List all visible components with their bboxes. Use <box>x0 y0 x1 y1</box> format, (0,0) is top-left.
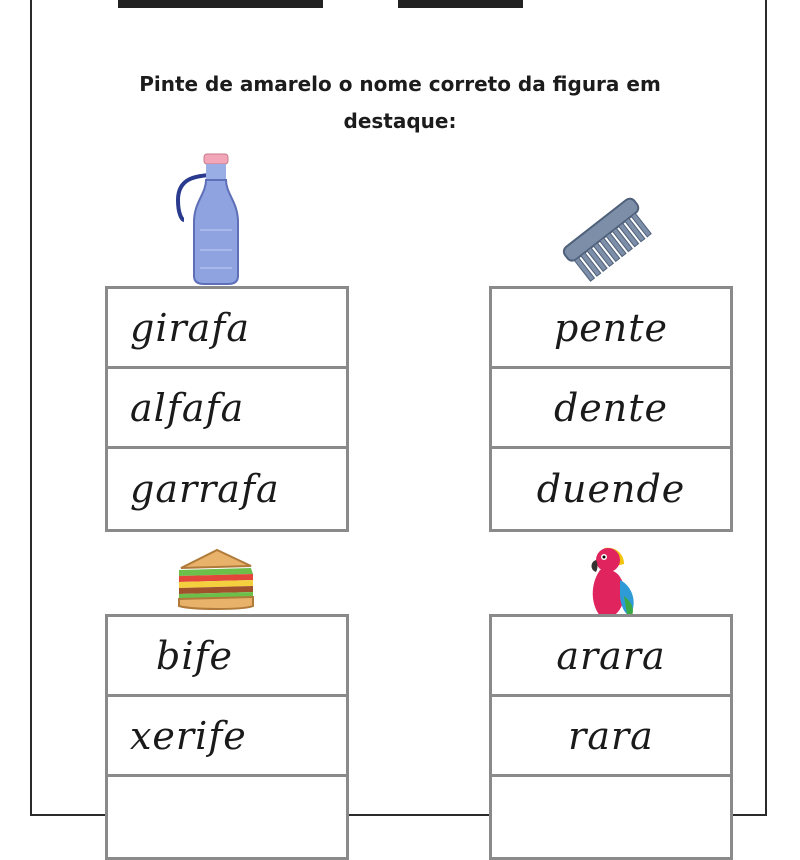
header-class-line <box>398 0 523 8</box>
word-option[interactable] <box>492 777 730 857</box>
word-box-comb <box>489 286 733 532</box>
bottle-icon <box>170 150 250 285</box>
word-box-sandwich <box>105 614 349 860</box>
word-option[interactable]: bife <box>108 617 346 697</box>
word-box-parrot <box>489 614 733 860</box>
word-box-bottle <box>105 286 349 532</box>
comb-icon <box>556 190 656 282</box>
word-option[interactable]: garrafa <box>130 467 280 511</box>
word-option[interactable]: dente <box>492 369 730 449</box>
word-option[interactable]: girafa <box>108 289 346 369</box>
word-option[interactable]: xerife <box>108 697 346 777</box>
word-option[interactable]: duende <box>536 467 686 511</box>
word-option[interactable] <box>108 777 346 857</box>
word-option[interactable]: arara <box>492 617 730 697</box>
instruction-text: Pinte de amarelo o nome correto da figura em destaque: <box>139 72 661 133</box>
word-option[interactable]: rara <box>492 697 730 777</box>
word-option[interactable]: pente <box>492 289 730 369</box>
sandwich-icon <box>173 544 257 614</box>
header-name-line <box>118 0 323 8</box>
word-option[interactable]: alfafa <box>108 369 346 449</box>
